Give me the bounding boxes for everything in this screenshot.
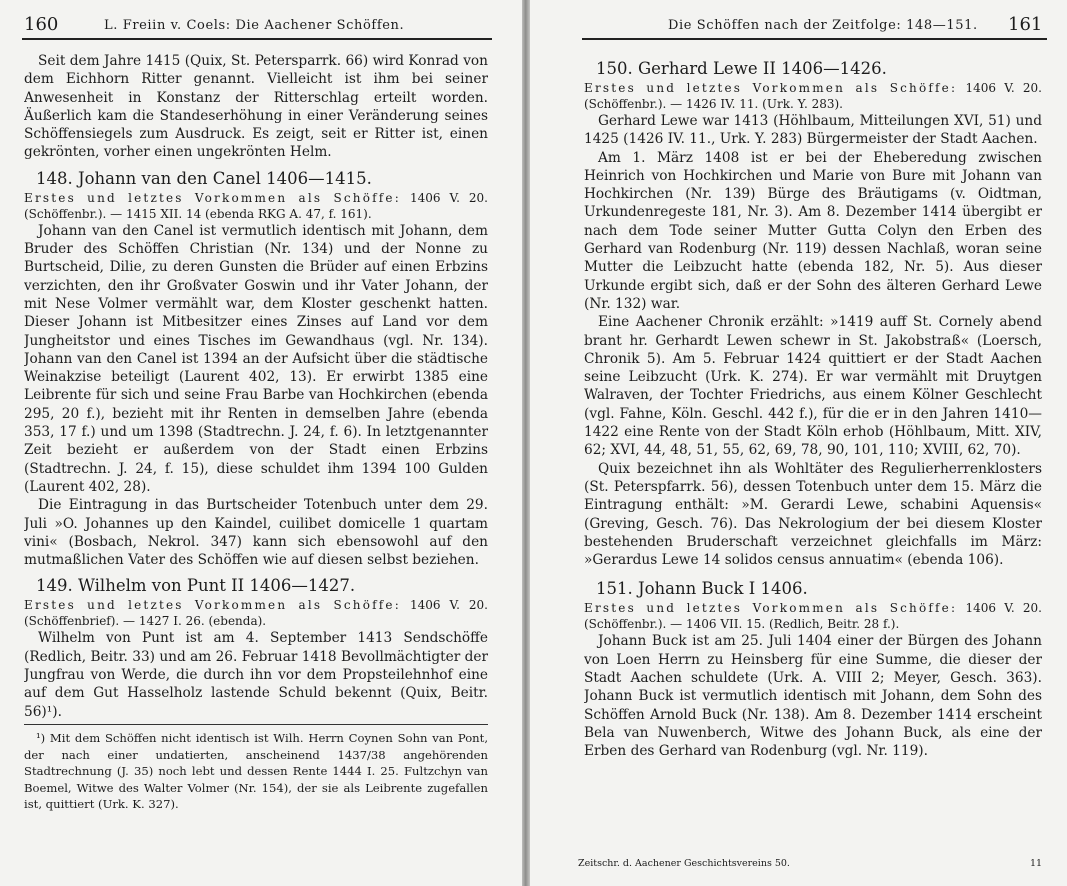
entry-151-meta-dates: 1406 V. 20. (Schöffenbr.). — 1406 VII. 15. (Redlich, Beitr. 28 f.).: [584, 601, 1042, 632]
entry-151-meta: [584, 600, 1042, 632]
right-text-body: [584, 56, 1042, 761]
entry-148-meta: [24, 190, 488, 222]
left-text-body: [24, 52, 488, 813]
entry-151-meta-label: Erstes und letztes Vorkommen als Schöffe:: [584, 601, 958, 616]
right-running-head: Die Schöffen nach der Zeitfolge: 148—151.: [668, 18, 978, 33]
intro-paragraph: Seit dem Jahre 1415 (Quix, St. Petersparrk. 66) wird Konrad von dem Eichhorn Ritter genannt. Vielleicht ist ihm bei seiner Anwesenheit in Konstanz der Ritterschlag erteilt worden. Äußerlich kam die Standeserhöhung in einer Veränderung seines Schöffensiegels zum Ausdruck. Es zeigt, seit er Ritter ist, einen gekrönten, vorher einen ungekrönten Helm.: [24, 53, 488, 161]
entry-148-meta-label: Erstes und letztes Vorkommen als Schöffe:: [24, 190, 401, 205]
right-header-rule: [582, 38, 1047, 40]
entry-151-paragraph-1: Johann Buck ist am 25. Juli 1404 einer der Bürgen des Johann von Loen Herrn zu Heinsberg für eine Summe, die dieser der Stadt Aachen schuldete (Urk. A. VIII 2; Meyer, Gesch. 363). Johann Buck ist vermutlich identisch mit Johann, dem Sohn des Schöffen Arnold Buck (Nr. 138). Am 8. Dezember 1414 erscheint Bela van Nuwenberch, Witwe des Johann Buck, als eine der Erben des Gerhard van Rodenburg (vgl. Nr. 119).: [584, 633, 1042, 760]
right-page-header: [530, 12, 1067, 38]
entry-148-meta-dates: 1406 V. 20. (Schöffenbr.). — 1415 XII. 14 (ebenda RKG A. 47, f. 161).: [24, 190, 488, 221]
book-gutter: [522, 0, 530, 886]
left-header-rule: [22, 38, 492, 40]
entry-148-paragraph-2: Die Eintragung in das Burtscheider Totenbuch unter dem 29. Juli »O. Johannes up den Kaindel, cuilibet domicelle 1 quartam vini« (Bosbach, Nekrol. 347) kann sich ebensowohl auf den mutmaßlichen Vater des Schöffen wie auf diesen selbst beziehen.: [24, 497, 488, 569]
entry-150-meta-label: Erstes und letztes Vorkommen als Schöffe:: [584, 81, 958, 95]
entry-150-paragraph-2: Am 1. März 1408 ist er bei der Eheberedung zwischen Heinrich von Hochkirchen und Marie von Bure mit Johann van Hochkirchen (Nr. 139) Bürge des Bräutigams (v. Oidtman, Urkundenregeste 181, Nr. 3). Am 8. Dezember 1414 übergibt er nach dem Tode seiner Mutter Gutta Colyn den Erben des Gerhard van Rodenburg (Nr. 119) dessen Nachlaß, woran seine Mutter die Leibzucht hatte (ebenda 182, Nr. 5). Aus dieser Urkunde ergibt sich, daß er der Sohn des älteren Gerhard Lewe (Nr. 132) war.: [584, 149, 1042, 312]
right-page-number: 161: [1008, 14, 1043, 35]
left-page-header: [0, 12, 522, 38]
entry-149-heading: 149. Wilhelm von Punt II 1406—1427.: [36, 576, 356, 596]
entry-150-paragraph-3: Eine Aachener Chronik erzählt: »1419 auff St. Cornely abend brant hr. Gerhardt Lewen schewr in St. Jakobstraß« (Loersch, Chronik 5). Am 5. Februar 1424 quittiert er der Stadt Aachen seine Leibzucht (Urk. K. 274). Er war vermählt mit Druytgen Walraven, der Tochter Friedrichs, aus einem Kölner Geschlecht (vgl. Fahne, Köln. Geschl. 442 f.), für die er in den Jahren 1410—1422 eine Rente von der Stadt Köln erhob (Höhlbaum, Mitt. XIV, 62; XVI, 44, 48, 51, 55, 62, 69, 78, 90, 101, 110; XVIII, 62, 70).: [584, 314, 1042, 459]
entry-149-paragraph-1: Wilhelm von Punt ist am 4. September 1413 Sendschöffe (Redlich, Beitr. 33) und am 26. Februar 1418 Bevollmächtigter der Jungfrau von Werde, die durch ihn vor dem Propsteilehnhof eine auf dem Gut Hasselholz lastende Schuld bekennt (Quix, Beitr. 56)¹).: [24, 630, 488, 720]
left-running-head: L. Freiin v. Coels: Die Aachener Schöffen.: [104, 18, 405, 33]
right-page: [530, 0, 1067, 886]
entry-151-heading: 151. Johann Buck I 1406.: [596, 579, 808, 599]
left-page: [0, 0, 522, 886]
footer-signature-mark: 11: [1030, 858, 1043, 869]
entry-149-meta-label: Erstes und letztes Vorkommen als Schöffe:: [24, 598, 401, 613]
footer-journal-title: Zeitschr. d. Aachener Geschichtsvereins 50.: [578, 858, 790, 869]
entry-150-meta: [584, 80, 1042, 112]
entry-148-paragraph-1: Johann van den Canel ist vermutlich identisch mit Johann, dem Bruder des Schöffen Christian (Nr. 134) und der Nonne zu Burtscheid, Dilie, zu deren Gunsten die Brüder auf einen Erbzins verzichten, den ihr Großvater Goswin und ihr Vater Johann, der mit Nese Volmer vermählt war, dem Kloster geschenkt hatten. Dieser Johann ist Mitbesitzer eines Zinses auf Land vor dem Jungheitstor und eines Tisches im Gewandhaus (vgl. Nr. 134). Johann van den Canel ist 1394 an der Aufsicht über die städtische Weinakzise beteiligt (Laurent 402, 13). Er erwirbt 1385 eine Leibrente für sich und seine Frau Barbe van Hochkirchen (ebenda 295, 20 f.), bezieht mit ihr Renten in demselben Jahre (ebenda 353, 17 f.) und um 1398 (Stadtrechn. J. 24, f. 6). In letztgenannter Zeit bezieht er außerdem von der Stadt einen Erbzins (Stadtrechn. J. 24, f. 15), diese schuldet ihm 1394 100 Gulden (Laurent 402, 28).: [24, 222, 488, 495]
entry-150-paragraph-1: Gerhard Lewe war 1413 (Höhlbaum, Mitteilungen XVI, 51) und 1425 (1426 IV. 11., Urk. Y. 283) Bürgermeister der Stadt Aachen.: [584, 113, 1042, 148]
entry-149-meta-dates: 1406 V. 20. (Schöffenbrief). — 1427 I. 26. (ebenda).: [24, 598, 488, 629]
footnote: ¹) Mit dem Schöffen nicht identisch ist Wilh. Herrn Coynen Sohn van Pont, der nach einer undatierten, anscheinend 1437/38 angehörenden Stadtrechnung (J. 35) noch lebt und dessen Rente 1444 I. 25. Fultzchyn van Boemel, Witwe des Walter Volmer (Nr. 154), der sie als Leibrente zugefallen ist, quittiert (Urk. K. 327).: [24, 730, 488, 812]
left-page-number: 160: [24, 14, 59, 35]
footnote-rule: [24, 724, 488, 725]
entry-150-meta-dates: 1406 V. 20. (Schöffenbr.). — 1426 IV. 11. (Urk. Y. 283).: [584, 81, 1042, 111]
entry-148-heading: 148. Johann van den Canel 1406—1415.: [36, 168, 372, 188]
entry-150-paragraph-4: Quix bezeichnet ihn als Wohltäter des Regulierherrenklosters (St. Peterspfarrk. 56), dessen Totenbuch unter dem 15. März die Eintragung enthält: »M. Gerardi Lewe, schabini Aquensis« (Greving, Gesch. 76). Das Nekrologium der bei diesem Kloster bestehenden Bruderschaft verzeichnet gleichfalls im März: »Gerardus Lewe 14 solidos census annuatim« (ebenda 106).: [584, 460, 1042, 569]
entry-149-meta: [24, 597, 488, 629]
entry-150-heading: 150. Gerhard Lewe II 1406—1426.: [596, 59, 887, 78]
